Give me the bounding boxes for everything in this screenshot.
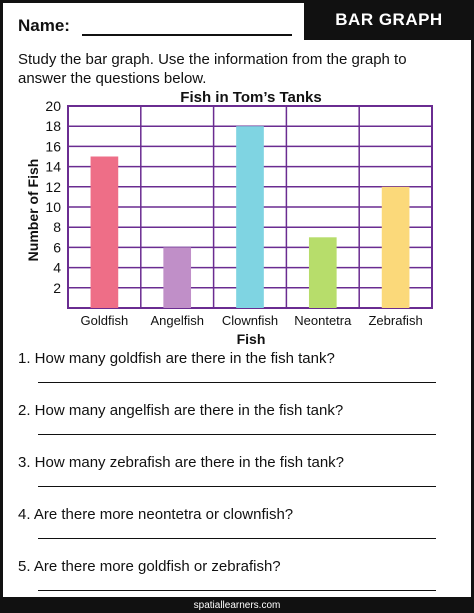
name-label: Name: [18, 16, 70, 35]
answer-line[interactable] [38, 382, 436, 383]
y-tick-label: 4 [53, 259, 61, 276]
x-tick-label: Clownfish [221, 313, 279, 328]
y-tick-label: 18 [45, 118, 61, 135]
question-3 [18, 454, 458, 506]
x-tick-label: Zebrafish [368, 313, 423, 328]
y-tick-label: 14 [45, 158, 61, 175]
y-tick-label: 12 [45, 178, 61, 195]
question-text: 1. How many goldfish are there in the fish tank? [18, 350, 335, 367]
y-tick-label: 20 [45, 98, 61, 114]
question-text: 2. How many angelfish are there in the fish tank? [18, 402, 344, 419]
bar-angelfish [163, 247, 191, 308]
question-4 [18, 506, 458, 558]
y-tick-label: 10 [45, 199, 61, 215]
question-text: 4. Are there more neontetra or clownfish? [18, 506, 294, 523]
instructions: Study the bar graph. Use the information from the graph to answer the questions below. [18, 51, 407, 87]
x-axis-ticks [81, 313, 423, 328]
question-2 [18, 402, 458, 454]
footer: spatiallearners.com [0, 597, 474, 613]
question-1 [18, 350, 458, 402]
y-axis-ticks [45, 98, 61, 296]
bar-chart-svg [0, 86, 474, 348]
y-tick-label: 2 [53, 279, 61, 296]
bar-neontetra [309, 237, 337, 308]
x-tick-label: Goldfish [80, 313, 129, 328]
y-tick-label: 16 [45, 138, 61, 155]
answer-line[interactable] [38, 538, 436, 539]
x-tick-label: Neontetra [294, 313, 352, 328]
answer-line[interactable] [38, 590, 436, 591]
y-tick-label: 8 [53, 219, 61, 236]
worksheet-title: BAR GRAPH [304, 0, 474, 40]
chart-title: Fish in Tom’s Tanks [180, 89, 322, 106]
answer-line[interactable] [38, 434, 436, 435]
y-axis-label: Number of Fish [25, 158, 41, 262]
questions [18, 350, 458, 610]
chart-bars [91, 126, 410, 308]
bar-clownfish [236, 126, 264, 308]
bar-zebrafish [382, 187, 410, 308]
name-row [18, 16, 292, 36]
answer-line[interactable] [38, 486, 436, 487]
bar-chart [0, 86, 474, 348]
y-tick-label: 6 [53, 239, 61, 256]
x-tick-label: Angelfish [150, 313, 204, 328]
question-text: 3. How many zebrafish are there in the fish tank? [18, 454, 345, 471]
name-field[interactable] [82, 20, 292, 36]
x-axis-label: Fish [236, 331, 266, 347]
bar-goldfish [91, 157, 119, 309]
question-text: 5. Are there more goldfish or zebrafish? [18, 558, 281, 575]
